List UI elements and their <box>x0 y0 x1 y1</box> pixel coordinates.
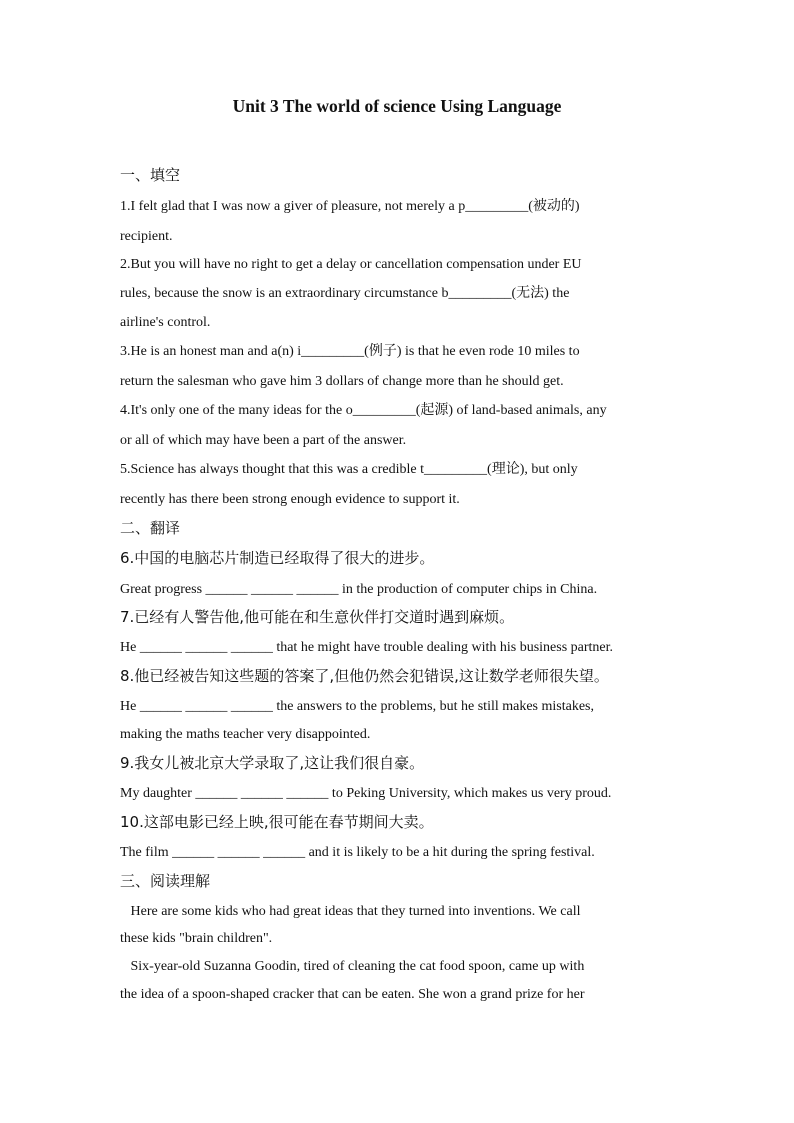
reading-paragraph-1-line-2: these kids "brain children". <box>120 931 273 946</box>
question-8-english-line-1: He ______ ______ ______ the answers to the problems, but he still makes mistakes, <box>120 699 594 714</box>
section-heading-translation: 二、翻译 <box>120 519 181 537</box>
question-7-chinese: 7.已经有人警告他,他可能在和生意伙伴打交道时遇到麻烦。 <box>120 608 515 626</box>
question-10-english: The film ______ ______ ______ and it is likely to be a hit during the spring festival. <box>120 845 595 860</box>
question-8-english-line-2: making the maths teacher very disappointed. <box>120 727 371 742</box>
question-4-line-2: or all of which may have been a part of the answer. <box>120 433 407 448</box>
question-6-english: Great progress ______ ______ ______ in the production of computer chips in China. <box>120 582 598 597</box>
page-title: Unit 3 The world of science Using Language <box>232 96 562 116</box>
question-2-line-1: 2.But you will have no right to get a delay or cancellation compensation under EU <box>120 257 582 272</box>
question-1-line-2: recipient. <box>120 229 173 244</box>
section-heading-fill-in: 一、填空 <box>120 166 181 184</box>
question-3-line-2: return the salesman who gave him 3 dollars of change more than he should get. <box>120 374 564 389</box>
question-1-line-1: 1.I felt glad that I was now a giver of pleasure, not merely a p_________(被动的) <box>120 199 580 214</box>
reading-paragraph-2-line-2: the idea of a spoon-shaped cracker that can be eaten. She won a grand prize for her <box>120 987 585 1002</box>
question-7-english: He ______ ______ ______ that he might have trouble dealing with his business partner. <box>120 640 614 655</box>
question-9-english: My daughter ______ ______ ______ to Peking University, which makes us very proud. <box>120 786 612 801</box>
question-2-line-3: airline's control. <box>120 315 211 330</box>
section-heading-reading: 三、阅读理解 <box>120 872 211 890</box>
question-8-chinese: 8.他已经被告知这些题的答案了,但他仍然会犯错误,这让数学老师很失望。 <box>120 667 609 685</box>
question-9-chinese: 9.我女儿被北京大学录取了,这让我们很自豪。 <box>120 754 425 772</box>
question-5-line-1: 5.Science has always thought that this was a credible t_________(理论), but only <box>120 462 578 477</box>
question-6-chinese: 6.中国的电脑芯片制造已经取得了很大的进步。 <box>120 549 435 567</box>
question-5-line-2: recently has there been strong enough evidence to support it. <box>120 492 460 507</box>
reading-paragraph-2-line-1: Six-year-old Suzanna Goodin, tired of cleaning the cat food spoon, came up with <box>120 959 585 974</box>
question-10-chinese: 10.这部电影已经上映,很可能在春节期间大卖。 <box>120 813 434 831</box>
question-3-line-1: 3.He is an honest man and a(n) i_________(例子) is that he even rode 10 miles to <box>120 344 580 359</box>
question-4-line-1: 4.It's only one of the many ideas for the o_________(起源) of land-based animals, any <box>120 403 607 418</box>
question-2-line-2: rules, because the snow is an extraordinary circumstance b_________(无法) the <box>120 286 570 301</box>
reading-paragraph-1-line-1: Here are some kids who had great ideas that they turned into inventions. We call <box>120 904 581 919</box>
